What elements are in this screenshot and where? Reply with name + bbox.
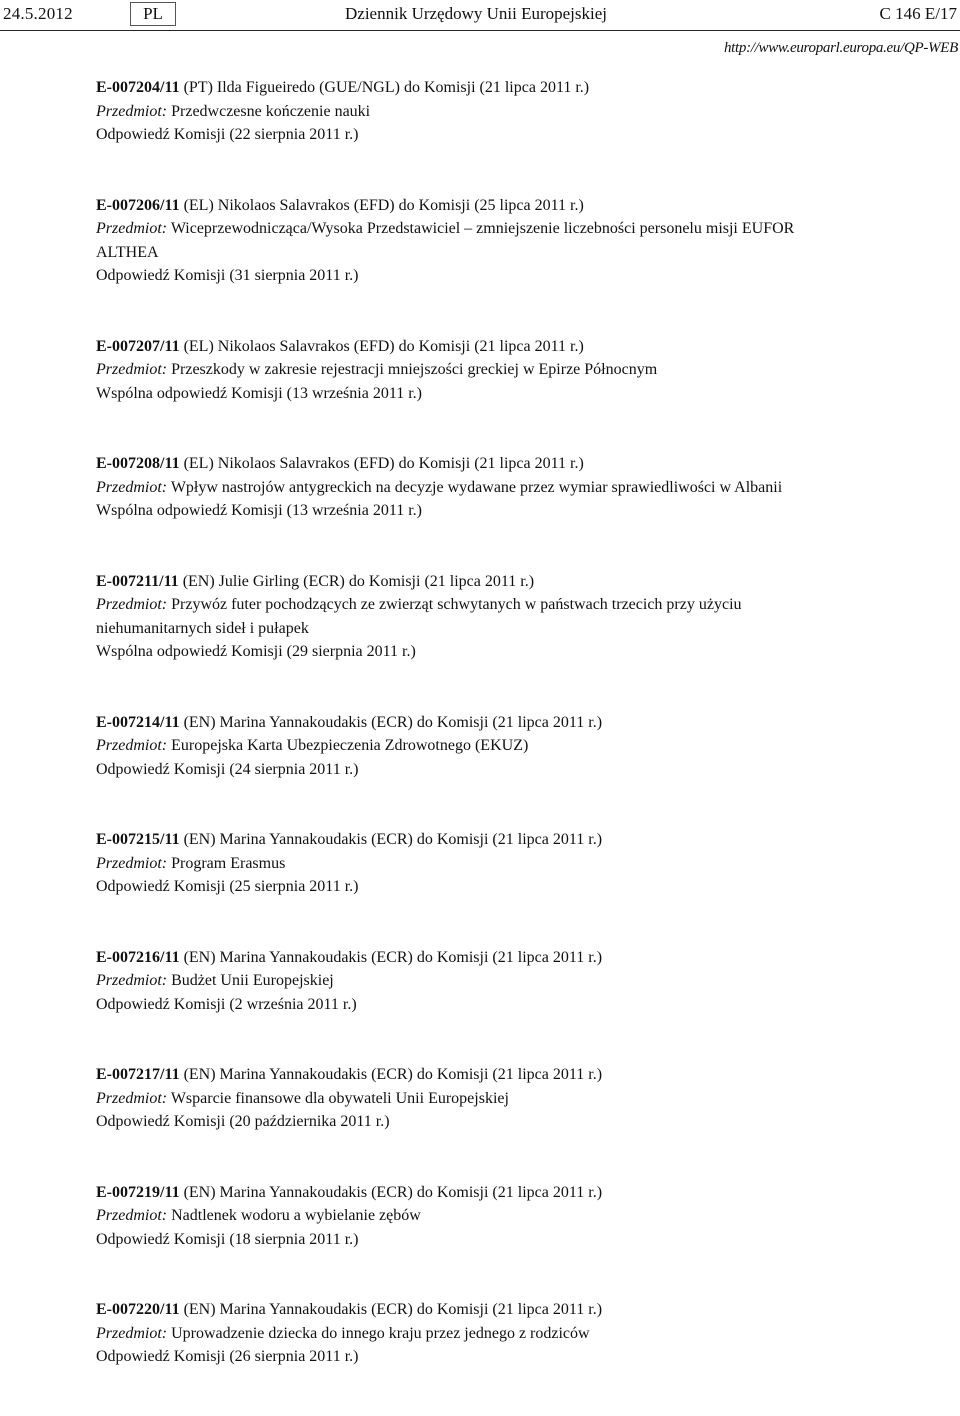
publication-date: 24.5.2012: [3, 4, 73, 23]
question-subject: [96, 593, 856, 640]
subject-label: Przedmiot:: [96, 596, 168, 613]
question-heading: [96, 1063, 856, 1087]
subject-text: Wiceprzewodnicząca/Wysoka Przedstawiciel – zmniejszenie liczebności personelu misji EUFOR ALTHEA: [96, 220, 795, 261]
subject-text: Nadtlenek wodoru a wybielanie zębów: [167, 1207, 421, 1224]
question-heading: [96, 946, 856, 970]
question-id: E-007220/11: [96, 1301, 180, 1318]
question-entry: [96, 452, 856, 523]
question-id: E-007204/11: [96, 79, 180, 96]
question-heading: [96, 76, 856, 100]
answer-line: Odpowiedź Komisji (31 sierpnia 2011 r.): [96, 267, 359, 284]
question-subject: [96, 734, 856, 758]
question-subject: [96, 217, 856, 264]
question-id: E-007207/11: [96, 337, 180, 355]
question-heading: [96, 711, 856, 735]
source-url[interactable]: http://www.europarl.europa.eu/QP-WEB: [723, 40, 958, 56]
subject-label: Przedmiot:: [96, 972, 168, 989]
question-author: (EN) Marina Yannakoudakis (ECR) do Komisji (21 lipca 2011 r.): [179, 1301, 603, 1318]
question-id: E-007215/11: [96, 831, 180, 848]
page-header: [0, 0, 960, 30]
question-heading: [96, 570, 856, 594]
subject-text: Przedwczesne kończenie nauki: [167, 102, 371, 120]
answer-line: Odpowiedź Komisji (25 sierpnia 2011 r.): [96, 878, 359, 895]
question-subject: [96, 100, 856, 124]
answer-line: Odpowiedź Komisji (18 sierpnia 2011 r.): [96, 1230, 359, 1248]
question-author: (EN) Marina Yannakoudakis (ECR) do Komisji (21 lipca 2011 r.): [179, 713, 603, 731]
question-heading: [96, 452, 856, 476]
question-entry: [96, 946, 856, 1017]
subject-label: Przedmiot:: [96, 361, 168, 378]
question-entry: [96, 1063, 856, 1134]
question-entry: [96, 570, 856, 664]
question-subject: [96, 969, 856, 993]
subject-label: Przedmiot:: [96, 1324, 168, 1342]
answer-line: Odpowiedź Komisji (24 sierpnia 2011 r.): [96, 760, 359, 778]
answer-line: Odpowiedź Komisji (20 października 2011 r.): [96, 1113, 390, 1130]
question-subject: [96, 1204, 856, 1228]
subject-text: Uprowadzenie dziecka do innego kraju przez jednego z rodziców: [167, 1324, 590, 1342]
subject-label: Przedmiot:: [96, 1207, 168, 1224]
question-heading: [96, 194, 856, 218]
question-entry: [96, 335, 856, 406]
question-heading: [96, 335, 856, 359]
question-author: (EN) Julie Girling (ECR) do Komisji (21 lipca 2011 r.): [178, 572, 535, 590]
question-subject: [96, 358, 856, 382]
journal-title: Dziennik Urzędowy Unii Europejskiej: [345, 4, 608, 23]
question-entry: [96, 194, 856, 288]
question-id: E-007206/11: [96, 196, 180, 214]
subject-label: Przedmiot:: [96, 220, 168, 237]
answer-line: Wspólna odpowiedź Komisji (13 września 2011 r.): [96, 502, 423, 519]
question-entry: [96, 828, 856, 899]
question-entry: [96, 1181, 856, 1252]
question-author: (EN) Marina Yannakoudakis (ECR) do Komisji (21 lipca 2011 r.): [179, 1066, 603, 1083]
question-id: E-007219/11: [96, 1183, 180, 1201]
answer-line: Odpowiedź Komisji (2 września 2011 r.): [96, 995, 357, 1013]
question-id: E-007216/11: [96, 948, 180, 966]
journal-reference: C 146 E/17: [879, 4, 957, 23]
subject-text: Przywóz futer pochodzących ze zwierząt schwytanych w państwach trzecich przy użyciu niehumanitarnych sideł i pułapek: [96, 596, 742, 637]
header-rule: [0, 30, 960, 31]
question-subject: [96, 852, 856, 876]
question-author: (EL) Nikolaos Salavrakos (EFD) do Komisji (25 lipca 2011 r.): [179, 196, 584, 214]
question-author: (EN) Marina Yannakoudakis (ECR) do Komisji (21 lipca 2011 r.): [179, 948, 603, 966]
subject-label: Przedmiot:: [96, 1089, 168, 1107]
question-author: (EN) Marina Yannakoudakis (ECR) do Komisji (21 lipca 2011 r.): [179, 831, 603, 848]
question-subject: [96, 1087, 856, 1111]
question-subject: [96, 476, 856, 500]
answer-line: Odpowiedź Komisji (26 sierpnia 2011 r.): [96, 1348, 359, 1365]
question-heading: [96, 1298, 856, 1322]
subject-label: Przedmiot:: [96, 737, 168, 754]
subject-label: Przedmiot:: [96, 478, 168, 496]
answer-line: Wspólna odpowiedź Komisji (29 sierpnia 2011 r.): [96, 643, 416, 660]
question-author: (EL) Nikolaos Salavrakos (EFD) do Komisji (21 lipca 2011 r.): [179, 337, 584, 355]
answer-line: Wspólna odpowiedź Komisji (13 września 2011 r.): [96, 384, 423, 402]
question-author: (EL) Nikolaos Salavrakos (EFD) do Komisji (21 lipca 2011 r.): [179, 455, 584, 472]
question-entry: [96, 711, 856, 782]
subject-text: Przeszkody w zakresie rejestracji mniejszości greckiej w Epirze Północnym: [167, 361, 658, 378]
subject-text: Program Erasmus: [167, 854, 286, 872]
question-entry: [96, 1298, 856, 1369]
subject-text: Budżet Unii Europejskiej: [167, 972, 334, 989]
question-list: [96, 76, 856, 1416]
subject-label: Przedmiot:: [96, 854, 168, 872]
question-subject: [96, 1322, 856, 1346]
language-box: PL: [130, 2, 176, 26]
question-author: (PT) Ilda Figueiredo (GUE/NGL) do Komisji (21 lipca 2011 r.): [179, 79, 590, 96]
subject-text: Wpływ nastrojów antygreckich na decyzje wydawane przez wymiar sprawiedliwości w Albanii: [167, 478, 783, 496]
question-heading: [96, 1181, 856, 1205]
subject-text: Wsparcie finansowe dla obywateli Unii Europejskiej: [167, 1089, 509, 1107]
question-id: E-007214/11: [96, 713, 180, 731]
question-id: E-007217/11: [96, 1066, 180, 1083]
subject-label: Przedmiot:: [96, 102, 168, 120]
question-entry: [96, 76, 856, 147]
answer-line: Odpowiedź Komisji (22 sierpnia 2011 r.): [96, 126, 359, 143]
question-heading: [96, 828, 856, 852]
question-author: (EN) Marina Yannakoudakis (ECR) do Komisji (21 lipca 2011 r.): [179, 1183, 603, 1201]
question-id: E-007211/11: [96, 572, 179, 590]
subject-text: Europejska Karta Ubezpieczenia Zdrowotnego (EKUZ): [167, 737, 529, 754]
question-id: E-007208/11: [96, 455, 180, 472]
